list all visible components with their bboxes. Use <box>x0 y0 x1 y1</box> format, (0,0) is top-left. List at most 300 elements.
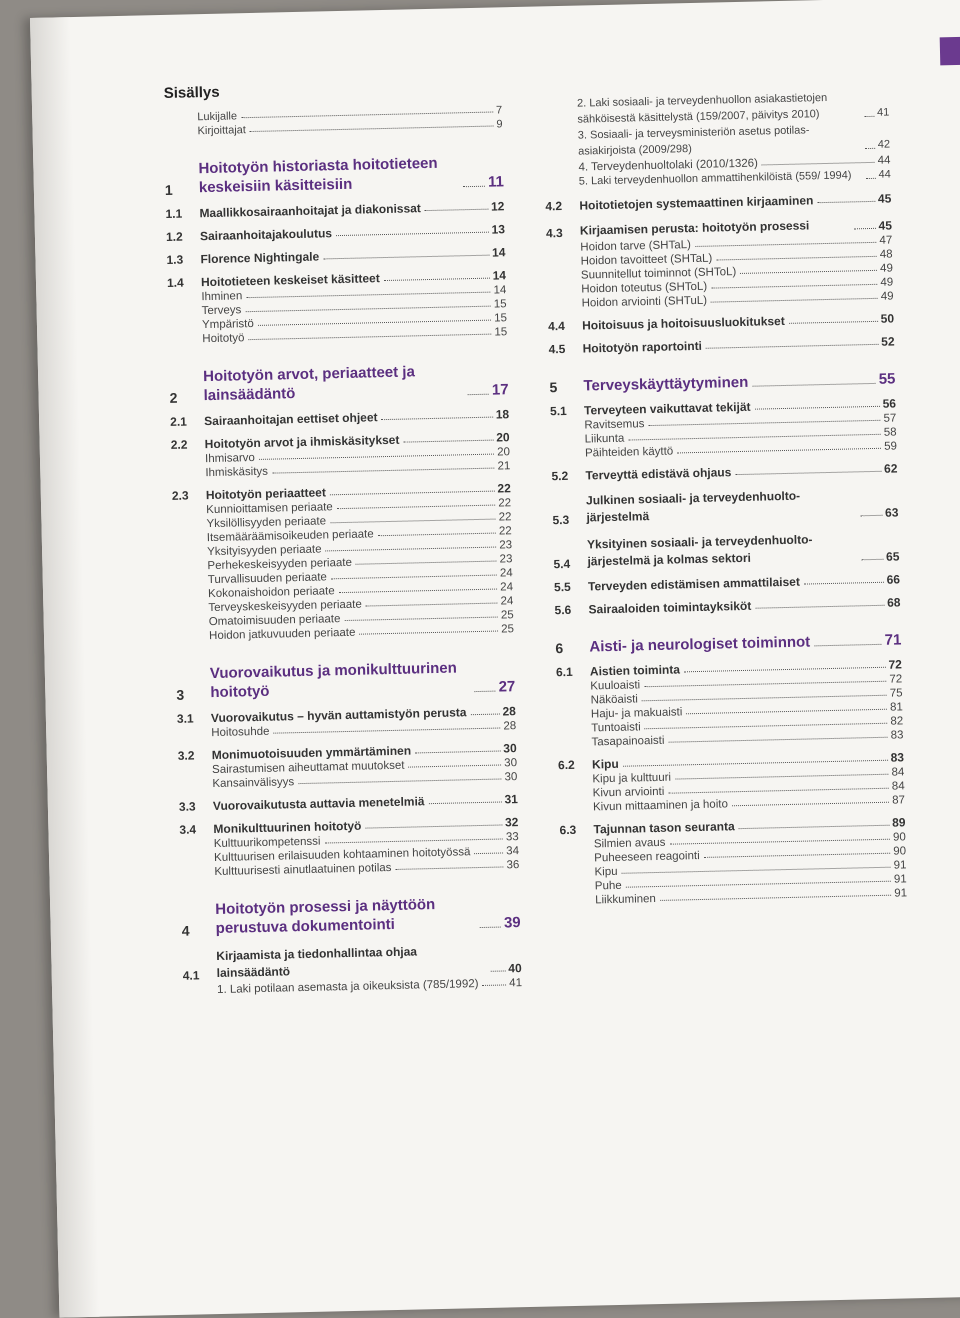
toc-entry <box>166 245 506 267</box>
toc-entry-page: 25 <box>500 609 514 622</box>
toc-entry <box>551 461 898 484</box>
toc-entry-number: 3 <box>176 686 185 703</box>
toc-entry-number: 1.4 <box>166 275 184 290</box>
toc-entry-title: Yksilöllisyyden periaate <box>206 515 327 531</box>
toc-entry-page: 20 <box>497 446 511 459</box>
toc-entry-page: 45 <box>877 191 892 206</box>
dot-leader <box>474 852 503 854</box>
toc-entry-page: 22 <box>497 481 511 496</box>
toc-entry <box>164 152 505 198</box>
toc-entry-title: Hoidon arviointi (SHTuL) <box>581 294 708 310</box>
toc-entry-page: 42 <box>877 138 891 151</box>
toc-entry-title: Vuorovaikutusta auttavia menetelmiä <box>212 794 425 814</box>
toc-entry <box>169 360 509 406</box>
page-fold-shadow <box>30 17 99 1318</box>
toc-entry-title: 2. Laki sosiaali- ja terveydenhuollon asiakastietojen sähköisestä käsittelystä (159/2007, päivitys 2010) <box>576 91 828 126</box>
dot-leader <box>623 760 888 767</box>
dot-leader <box>323 255 489 260</box>
toc-entry-page: 66 <box>886 572 901 587</box>
dot-leader <box>259 454 494 460</box>
toc-entry-number: 3.3 <box>178 799 196 814</box>
dot-leader <box>326 547 497 552</box>
dot-leader <box>789 321 878 324</box>
toc-entry-title: Kivun mittaaminen ja hoito <box>592 798 729 814</box>
dot-leader <box>660 895 891 901</box>
toc-entry-title: Ihminen <box>201 290 243 304</box>
dot-leader <box>755 406 880 410</box>
toc-entry-page: 91 <box>893 859 907 872</box>
dot-leader <box>711 284 877 289</box>
toc-entry-page: 24 <box>500 581 514 594</box>
dot-leader <box>474 691 495 692</box>
dot-leader <box>273 728 500 734</box>
toc-entry-page: 28 <box>503 720 517 733</box>
dot-leader <box>325 838 503 843</box>
dot-leader <box>403 440 493 443</box>
toc-entry <box>178 792 519 814</box>
dot-leader <box>669 839 890 845</box>
dot-leader <box>298 778 501 784</box>
toc-entry-title: Hoitoisuus ja hoitoisuusluokitukset <box>581 313 785 333</box>
toc-entry-page: 22 <box>498 511 512 524</box>
toc-entry-number: 4.2 <box>545 198 563 214</box>
toc-entry-page: 90 <box>892 831 906 844</box>
toc-entry-page: 87 <box>892 794 906 807</box>
toc-entry-page: 89 <box>891 815 906 830</box>
toc-entry-title: Näköaisti <box>590 693 639 707</box>
toc-entry-title: Terveyskäyttäytyminen <box>583 373 749 395</box>
toc-entry <box>182 941 522 983</box>
dot-leader <box>755 605 884 609</box>
dot-leader <box>854 228 876 229</box>
toc-entry-title: Hoitotyön arvot ja ihmiskäsitykset <box>204 432 400 452</box>
toc-entry-page: 13 <box>491 222 506 237</box>
toc-entry-number: 4.1 <box>182 968 200 983</box>
toc-entry-page: 25 <box>501 623 515 636</box>
toc-entry-page: 72 <box>889 673 903 686</box>
toc-entry-page: 40 <box>508 961 522 976</box>
toc-entry-title: Hoidon tarve (SHTaL) <box>580 239 692 254</box>
toc-entry-page: 75 <box>889 687 903 700</box>
toc-entry-page: 45 <box>878 218 893 233</box>
dot-leader <box>668 788 889 794</box>
toc-entry <box>554 595 901 618</box>
toc-entry-page: 28 <box>502 704 517 719</box>
toc-entry-number: 3.4 <box>179 822 197 837</box>
dot-leader <box>483 984 507 986</box>
toc-entry-title: Hoitotyö <box>202 332 245 346</box>
toc-entry-page: 55 <box>878 370 896 388</box>
dot-leader <box>684 667 886 673</box>
toc-entry <box>553 572 901 595</box>
dot-leader <box>330 519 496 524</box>
toc-entry-page: 49 <box>880 290 894 303</box>
toc-entry-page: 30 <box>504 757 518 770</box>
toc-entry <box>553 529 900 572</box>
toc-entry-page: 62 <box>883 461 898 476</box>
toc-entry-title: Hoitotietojen systemaattinen kirjaaminen <box>579 193 814 213</box>
toc-entry-title: 5. Laki terveydenhuollon ammattihenkilöistä (559/ 1994) <box>578 169 852 188</box>
toc-heading: Sisällys <box>163 83 220 102</box>
toc-entry-title: Lukijalle <box>197 110 238 124</box>
toc-entry-title: Hoidon jatkuvuuden periaate <box>208 626 356 643</box>
toc-entry-page: 23 <box>499 553 513 566</box>
dot-leader <box>366 603 498 607</box>
toc-entry-page: 91 <box>893 873 907 886</box>
toc-entry-title: Hoitotyön arvot, periaatteet ja lainsäädäntö <box>202 363 416 405</box>
toc-entry-title: Kokonaishoidon periaate <box>207 585 335 601</box>
toc-entry-page: 82 <box>890 715 904 728</box>
toc-entry-title: Kipu <box>594 865 618 879</box>
dot-leader <box>860 515 882 516</box>
toc-entry-page: 15 <box>494 326 508 339</box>
toc-entry-title: Kuuloaisti <box>590 679 641 693</box>
dot-leader <box>645 723 888 730</box>
toc-entry-title: Itsemääräämisoikeuden periaate <box>206 528 374 545</box>
toc-entry-page: 22 <box>498 497 512 510</box>
toc-entry <box>165 199 505 221</box>
dot-leader <box>382 417 493 421</box>
toc-entry-page: 91 <box>894 887 908 900</box>
toc-entry-page: 15 <box>494 312 508 325</box>
toc-entry-number: 5 <box>549 379 558 396</box>
toc-entry-page: 18 <box>495 407 510 422</box>
toc-entry-number: 1.3 <box>166 252 184 267</box>
dot-leader <box>642 695 887 702</box>
toc-entry-title: Hoitotyön periaatteet <box>205 485 327 503</box>
dot-leader <box>491 970 506 971</box>
dot-leader <box>471 714 500 716</box>
toc-entry-title: Päihteiden käyttö <box>584 445 674 460</box>
toc-entry-page: 48 <box>879 248 893 261</box>
dot-leader <box>762 162 875 166</box>
toc-entry-page: 81 <box>889 701 904 714</box>
dot-leader <box>704 853 891 858</box>
toc-entry-number: 5.6 <box>554 602 572 618</box>
toc-entry-page: 49 <box>880 276 894 289</box>
toc-entry-number: 6 <box>555 640 564 657</box>
toc-entry-page: 30 <box>503 741 517 756</box>
dot-leader <box>716 256 876 261</box>
toc-entry-page: 14 <box>491 245 506 260</box>
toc-entry-page: 33 <box>505 831 519 844</box>
toc-entry-title: Kipu <box>591 756 619 772</box>
toc-entry <box>578 121 891 160</box>
dot-leader <box>378 533 496 537</box>
toc-entry-page: 24 <box>499 567 513 580</box>
toc-entry-title: Yksityisyyden periaate <box>207 543 322 559</box>
dot-leader <box>648 420 880 426</box>
toc-entry-title: Puhe <box>594 879 622 893</box>
toc-entry-number: 3.2 <box>177 748 195 763</box>
toc-entry-page: 41 <box>509 977 523 990</box>
book-page <box>30 0 960 1318</box>
toc-entry-page: 36 <box>506 859 520 872</box>
toc-entry-page: 7 <box>495 104 503 117</box>
toc-entry-title: Vuorovaikutus – hyvän auttamistyön perusta <box>210 705 467 726</box>
dot-leader <box>740 270 877 274</box>
toc-entry-page: 39 <box>503 914 521 932</box>
dot-leader <box>415 751 500 754</box>
toc-entry-title: Terveyteen vaikuttavat tekijät <box>583 399 751 418</box>
toc-entry-page: 63 <box>884 505 899 520</box>
toc-entry-number: 4.4 <box>547 318 565 334</box>
dot-leader <box>395 866 503 869</box>
toc-entry-title: Ihmiskäsitys <box>205 465 269 480</box>
dot-leader <box>245 306 491 313</box>
toc-entry <box>181 893 521 939</box>
toc-entry-number: 3.1 <box>176 711 194 726</box>
toc-entry-title: Kirjaamisen perusta: hoitotyön prosessi <box>579 218 810 238</box>
toc-entry-title: Terveyskeskeisyyden periaate <box>208 598 362 615</box>
toc-entry-page: 21 <box>497 460 511 473</box>
toc-entry-number: 4.3 <box>545 225 563 241</box>
dot-leader <box>344 617 497 621</box>
dot-leader <box>356 561 497 565</box>
toc-entry-number: 2 <box>169 389 178 406</box>
toc-entry-title: 4. Terveydenhuoltolaki (2010/1326) <box>578 157 759 174</box>
toc-entry-title: Monikulttuurinen hoitotyö <box>213 818 362 837</box>
toc-entry-number: 6.3 <box>559 822 577 838</box>
dot-leader <box>866 178 876 179</box>
toc-entry-title: Omatoimisuuden periaate <box>208 613 341 629</box>
toc-entry <box>165 222 506 244</box>
toc-entry-title: Liikkuminen <box>595 893 657 907</box>
dot-leader <box>864 116 874 117</box>
toc-entry-title: Hoitotieteen keskeiset käsitteet <box>200 271 380 290</box>
toc-entry-number: 2.2 <box>170 437 188 452</box>
toc-entry-title: Kipu ja kulttuuri <box>592 771 672 786</box>
toc-entry-title: Terveyttä edistävä ohjaus <box>585 465 732 483</box>
dot-leader <box>330 491 495 496</box>
toc-entry-number: 2.3 <box>171 488 189 503</box>
toc-entry-title: Silmien avaus <box>593 836 666 851</box>
toc-entry-title: Vuorovaikutus ja monikulttuurinen hoitotyö <box>209 659 458 702</box>
dot-leader <box>817 201 875 203</box>
toc-entry-page: 44 <box>878 168 891 181</box>
toc-entry-title: Sairastumisen aiheuttamat muutokset <box>211 759 405 777</box>
toc-entry-title: Kivun arviointi <box>592 785 665 800</box>
toc-entry <box>552 485 899 528</box>
dot-leader <box>686 709 887 715</box>
toc-entry-title: Hoitosuhde <box>211 725 270 740</box>
toc-entry <box>549 370 896 396</box>
toc-entry-page: 83 <box>890 750 905 765</box>
toc-entry-title: 3. Sosiaali- ja terveysministeriön asetus potilas-asiakirjoista (2009/298) <box>577 124 810 158</box>
toc-entry-title: Hoitotyön raportointi <box>582 338 703 356</box>
toc-entry-page: 11 <box>487 173 505 191</box>
toc-entry-page: 23 <box>499 539 513 552</box>
toc-entry-page: 68 <box>886 595 901 610</box>
toc-entry-page: 34 <box>506 845 520 858</box>
toc-entry-title: Kansainvälisyys <box>212 776 295 791</box>
dot-leader <box>339 589 498 594</box>
dot-leader <box>331 575 497 580</box>
toc-entry-number: 5.1 <box>549 403 567 419</box>
toc-entry-page: 31 <box>504 792 519 807</box>
toc-entry-number: 6.1 <box>555 664 573 680</box>
toc-entry-number: 2.1 <box>170 414 188 429</box>
toc-entry-title: Ihmisarvo <box>204 452 256 466</box>
toc-entry-title: Ympäristö <box>201 318 254 332</box>
toc-entry-title: Hoidon toteutus (SHToL) <box>581 280 708 296</box>
dot-leader <box>336 232 489 236</box>
toc-entry-page: 72 <box>888 657 903 672</box>
toc-entry-page: 90 <box>893 845 907 858</box>
dot-leader <box>739 825 889 829</box>
dot-leader <box>711 298 878 303</box>
toc-entry-number: 5.5 <box>553 579 571 595</box>
dot-leader <box>628 434 881 441</box>
dot-leader <box>675 774 889 780</box>
toc-entry-title: Tajunnan tason seuranta <box>593 819 735 837</box>
toc-entry-title: Terveys <box>201 304 242 318</box>
toc-entry-page: 14 <box>493 284 507 297</box>
toc-entry-page: 50 <box>880 311 895 326</box>
toc-entry <box>176 657 516 703</box>
toc-entry-title: Suunnitellut toiminnot (SHToL) <box>580 266 737 282</box>
toc-entry-page: 56 <box>882 396 897 411</box>
toc-entry-title: Turvallisuuden periaate <box>207 571 328 587</box>
dot-leader <box>463 186 485 188</box>
toc-entry-title: Liikunta <box>584 432 625 446</box>
dot-leader <box>626 881 891 888</box>
toc-entry-page: 41 <box>876 106 890 119</box>
toc-entry <box>547 311 895 334</box>
dot-leader <box>732 802 889 807</box>
toc-entry-page: 14 <box>492 268 507 283</box>
toc-entry-number: 5.4 <box>553 556 571 572</box>
dot-leader <box>359 631 498 635</box>
toc-entry-page: 17 <box>491 381 509 399</box>
toc-entry-title: Hoidon tavoitteet (SHTaL) <box>580 252 713 268</box>
toc-entry-title: Aistien toiminta <box>589 662 681 679</box>
toc-entry-title: Kirjoittajat <box>197 124 247 138</box>
dot-leader <box>272 468 495 474</box>
toc-entry-page: 24 <box>500 595 514 608</box>
dot-leader <box>241 112 493 119</box>
toc-entry-title: Sairaanhoitajan eettiset ohjeet <box>204 410 378 429</box>
dot-leader <box>706 344 878 349</box>
dot-leader <box>865 148 875 149</box>
dot-leader <box>735 471 881 475</box>
toc-entry-title: Hoitotyön historiasta hoitotieteen keskeisiin käsitteisiin <box>198 154 438 197</box>
toc-entry <box>545 191 892 214</box>
dot-leader <box>384 278 490 281</box>
toc-entry-page: 22 <box>498 525 512 538</box>
dot-leader <box>429 802 502 805</box>
dot-leader <box>249 334 492 341</box>
dot-leader <box>644 681 886 687</box>
toc-entry-number: 1.2 <box>165 229 183 244</box>
dot-leader <box>804 582 884 585</box>
toc-entry-title: Kulttuurisen erilaisuuden kohtaaminen hoitotyössä <box>213 846 471 865</box>
toc-entry-page: 83 <box>890 729 904 742</box>
dot-leader <box>365 824 502 828</box>
dot-leader <box>861 559 883 560</box>
toc-entry-title: Kunnioittamisen periaate <box>206 501 333 517</box>
dot-leader <box>246 292 490 299</box>
toc-entry-title: Tasapainoaisti <box>591 734 665 749</box>
dot-leader <box>695 242 877 247</box>
toc-entry-title: Hoitotyön prosessi ja näyttöön perustuva dokumentointi <box>215 896 436 938</box>
toc-entry-title: 1. Laki potilaan asemasta ja oikeuksista (785/1992) <box>216 978 479 997</box>
toc-entry-number: 4.5 <box>548 341 566 357</box>
dot-leader <box>752 383 875 387</box>
toc-entry-title: Perhekeskeisyyden periaate <box>207 556 353 573</box>
toc-entry-page: 58 <box>883 426 897 439</box>
toc-left-column <box>164 102 523 997</box>
toc-entry-page: 44 <box>877 154 891 167</box>
toc-entry-title: Sairaaloiden toimintayksiköt <box>588 598 752 617</box>
toc-entry <box>548 334 895 357</box>
toc-entry-title: Puheeseen reagointi <box>594 850 700 865</box>
toc-entry-title: Maallikkosairaanhoitajat ja diakonissat <box>199 201 421 221</box>
toc-entry-page: 20 <box>496 430 510 445</box>
toc-entry-page: 47 <box>879 234 893 247</box>
dot-leader <box>425 209 488 211</box>
dot-leader <box>250 126 494 133</box>
dot-leader <box>814 644 881 647</box>
dot-leader <box>337 505 496 510</box>
dot-leader <box>408 765 501 768</box>
toc-entry-number: 6.2 <box>557 757 575 773</box>
toc-entry-title: Terveyden edistämisen ammattilaiset <box>587 574 801 594</box>
toc-entry-title: Ravitsemus <box>584 418 645 432</box>
dot-leader <box>468 394 489 395</box>
dot-leader <box>668 737 887 743</box>
toc-entry-page: 65 <box>885 549 900 564</box>
purple-edge-tab <box>940 37 960 66</box>
toc-entry-page: 71 <box>884 631 902 649</box>
toc-entry-page: 27 <box>498 678 516 696</box>
toc-entry-title: Tuntoaisti <box>591 721 641 735</box>
toc-entry-page: 32 <box>504 815 519 830</box>
toc-entry-title: Florence Nightingale <box>200 249 320 267</box>
dot-leader <box>677 448 881 454</box>
toc-entry-title: Sairaanhoitajakoulutus <box>199 226 333 244</box>
dot-leader <box>258 320 491 326</box>
toc-entry-number: 1.1 <box>165 206 183 221</box>
toc-entry <box>170 407 510 429</box>
toc-entry <box>555 631 902 657</box>
toc-entry-page: 52 <box>881 334 895 349</box>
toc-right-column <box>545 89 908 907</box>
toc-entry-number: 1 <box>164 181 173 198</box>
toc-entry-page: 49 <box>879 262 894 275</box>
toc-entry-number: 5.2 <box>551 468 569 484</box>
toc-entry-page: 84 <box>891 780 905 793</box>
toc-entry-page: 59 <box>884 440 898 453</box>
dot-leader <box>480 927 501 928</box>
toc-entry-page: 57 <box>883 412 897 425</box>
toc-entry-title: Yksityinen sosiaali- ja terveydenhuolto-järjestelmä ja kolmas sektori <box>586 532 813 569</box>
dot-leader <box>622 867 891 874</box>
toc-entry-number: 4 <box>181 922 190 939</box>
toc-entry-title: Aisti- ja neurologiset toiminnot <box>589 633 811 656</box>
toc-entry-title: Haju- ja makuaisti <box>590 706 683 721</box>
toc-entry-title: Kulttuurikompetenssi <box>213 835 321 851</box>
toc-entry-title: Kulttuurisesti ainutlaatuinen potilas <box>214 862 392 879</box>
toc-entry-page: 30 <box>504 771 518 784</box>
toc-entry-title: Monimuotoisuuden ymmärtäminen <box>211 743 412 763</box>
toc-entry-title: Julkinen sosiaali- ja terveydenhuolto-järjestelmä <box>585 488 801 525</box>
toc-entry-page: 12 <box>490 199 505 214</box>
toc-entry-page: 84 <box>891 766 905 779</box>
toc-entry-title: Kirjaamista ja tiedonhallintaa ohjaa lainsäädäntö <box>216 944 418 981</box>
toc-entry-page: 9 <box>496 118 503 131</box>
toc-entry-page: 15 <box>493 298 507 311</box>
